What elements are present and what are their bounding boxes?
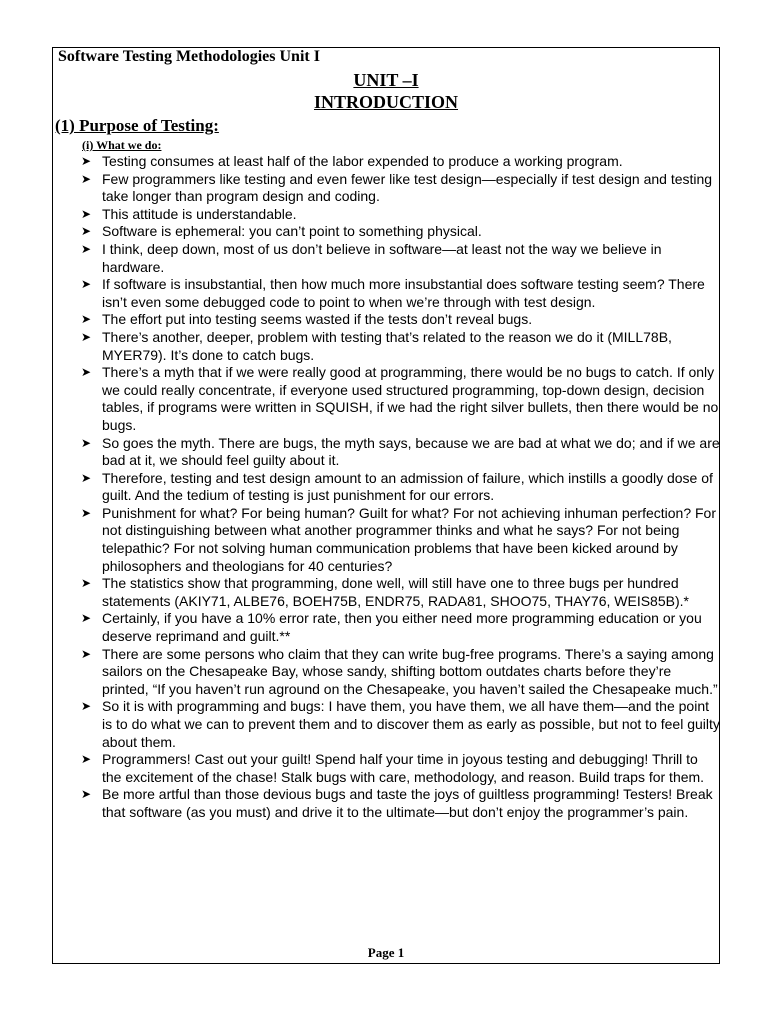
bullet-text: The statistics show that programming, done well, will still have one to three bugs per hundred statements (AKIY71, ALBE76, BOEH75B, ENDR75, RADA81, SHOO75, THAY76, WEIS85B).* (102, 575, 689, 609)
list-item (80, 470, 720, 505)
list-item (80, 698, 720, 751)
arrow-bullet-icon: ➤ (81, 505, 92, 520)
bullet-text: Punishment for what? For being human? Guilt for what? For not achieving inhuman perfection? For not distinguishing between what another programmer thinks and what he says? For not being telepathic? For not solving human communication problems that have been kicked around by philosophers and theologians for 40 centuries? (102, 504, 716, 574)
bullet-text: Programmers! Cast out your guilt! Spend half your time in joyous testing and debugging! Thrill to the excitement of the chase! Stalk bugs with care, methodology, and reason. Build traps for them. (102, 751, 705, 785)
list-item (80, 329, 720, 364)
list-item (80, 646, 720, 699)
bullet-text: There’s a myth that if we were really good at programming, there would be no bugs to catch. If only we could really concentrate, if everyone used structured programming, top-down design, decision tables, if programs were written in SQUISH, if we had the right silver bullets, then there would be no bugs. (102, 364, 719, 433)
arrow-bullet-icon: ➤ (81, 699, 92, 714)
arrow-bullet-icon: ➤ (81, 224, 92, 239)
bullet-text: I think, deep down, most of us don’t believe in software—at least not the way we believe in hardware. (102, 240, 662, 275)
arrow-bullet-icon: ➤ (81, 171, 92, 186)
list-item (80, 153, 720, 171)
bullet-text: So it is with programming and bugs: I have them, you have them, we all have them—and the point is to do what we can to prevent them and to discover them as early as possible, but not to feel guilty about them. (102, 698, 720, 750)
arrow-bullet-icon: ➤ (81, 312, 92, 327)
arrow-bullet-icon: ➤ (81, 154, 92, 168)
subsection-heading: (i) What we do: (82, 138, 162, 152)
arrow-bullet-icon: ➤ (81, 611, 92, 626)
arrow-bullet-icon: ➤ (81, 752, 92, 767)
bullet-text: Therefore, testing and test design amount to an admission of failure, which instills a goodly dose of guilt. And the tedium of testing is just punishment for our errors. (102, 469, 713, 504)
list-item (80, 206, 720, 224)
bullet-text: Software is ephemeral: you can’t point to something physical. (102, 223, 482, 240)
arrow-bullet-icon: ➤ (81, 241, 92, 256)
bullet-text: Be more artful than those devious bugs and taste the joys of guiltless programming! Testers! Break that software (as you must) and drive it to the ultimate—but don’t enjoy the programmer’s pain. (102, 786, 713, 820)
arrow-bullet-icon: ➤ (81, 206, 92, 221)
list-item (80, 751, 720, 786)
bullet-list (80, 153, 720, 822)
arrow-bullet-icon: ➤ (81, 787, 92, 802)
bullet-text: Testing consumes at least half of the labor expended to produce a working program. (102, 153, 623, 169)
bullet-text: There’s another, deeper, problem with testing that’s related to the reason we do it (MILL78B, MYER79). It’s done to catch bugs. (102, 328, 672, 363)
arrow-bullet-icon: ➤ (81, 470, 92, 485)
unit-title: UNIT –I (353, 70, 419, 90)
arrow-bullet-icon: ➤ (81, 277, 92, 292)
bullet-text: Few programmers like testing and even fewer like test design—especially if test design and testing take longer than program design and coding. (102, 170, 713, 205)
bullet-text: The effort put into testing seems wasted if the tests don’t reveal bugs. (102, 311, 533, 328)
section-heading: (1) Purpose of Testing: (55, 116, 219, 135)
list-item (80, 311, 720, 329)
list-item (80, 276, 720, 311)
bullet-text: So goes the myth. There are bugs, the myth says, because we are bad at what we do; and if we are bad at it, we should feel guilty about it. (102, 434, 720, 469)
list-item (80, 364, 720, 434)
page-number: Page 1 (367, 945, 405, 960)
list-item (80, 171, 720, 206)
list-item (80, 435, 720, 470)
arrow-bullet-icon: ➤ (81, 365, 92, 380)
arrow-bullet-icon: ➤ (81, 646, 92, 661)
list-item (80, 223, 720, 241)
list-item (80, 786, 720, 821)
chapter-title: INTRODUCTION (313, 92, 459, 112)
list-item (80, 505, 720, 575)
list-item (80, 241, 720, 276)
arrow-bullet-icon: ➤ (81, 576, 92, 591)
bullet-text: If software is insubstantial, then how much more insubstantial does software testing seem? There isn’t even some debugged code to point to when we’re through with test design. (102, 276, 705, 310)
list-item (80, 610, 720, 645)
arrow-bullet-icon: ➤ (81, 329, 92, 344)
list-item (80, 575, 720, 610)
arrow-bullet-icon: ➤ (81, 435, 92, 450)
bullet-text: This attitude is understandable. (102, 205, 297, 222)
document-title: Software Testing Methodologies Unit I (58, 48, 320, 65)
bullet-text: There are some persons who claim that they can write bug-free programs. There’s a saying among sailors on the Chesapeake Bay, whose sandy, shifting bottom outdates charts before they’re printed, “If you haven’t run aground on the Chesapeake, you haven’t sailed the Chesapeake much.” (102, 645, 718, 697)
bullet-text: Certainly, if you have a 10% error rate, then you either need more programming education or you deserve reprimand and guilt.** (102, 610, 702, 645)
